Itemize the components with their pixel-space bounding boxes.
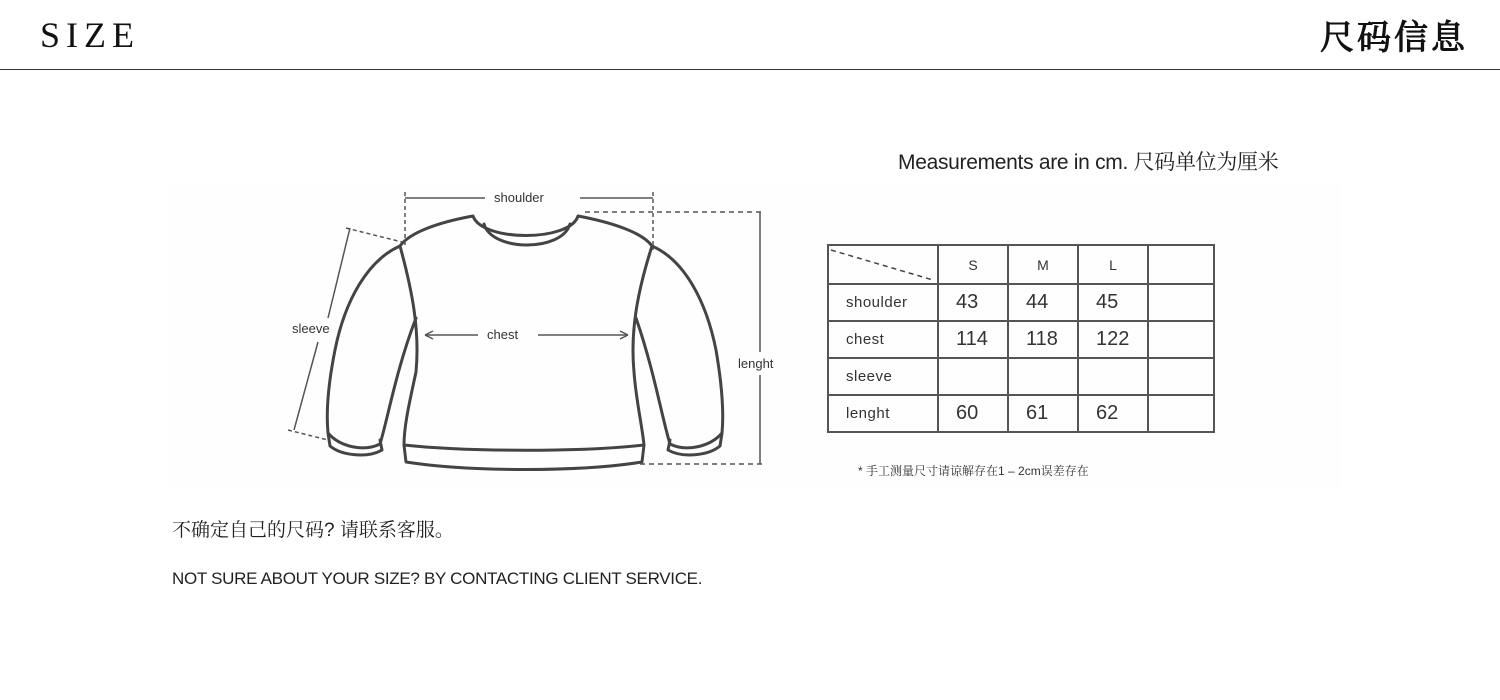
table-row [828,358,1214,395]
sleeve-label: sleeve [292,321,330,336]
left-cuff [328,433,382,455]
table-cell: 62 [1078,395,1148,432]
table-cell: 60 [938,395,1008,432]
page-title-en: SIZE [40,15,140,55]
table-cell [1078,358,1148,395]
help-text-en: NOT SURE ABOUT YOUR SIZE? BY CONTACTING CLIENT SERVICE. [172,569,703,588]
table-cell [1148,358,1214,395]
column-header-l: L [1078,245,1148,284]
sweatshirt-diagram [280,180,800,480]
row-label-sleeve: sleeve [828,358,938,395]
table-cell: 44 [1008,284,1078,321]
chest-label: chest [487,327,519,342]
table-cell: 122 [1078,321,1148,358]
table-cell: 61 [1008,395,1078,432]
page-title-cn: 尺码信息 [1320,18,1468,58]
shoulder-label: shoulder [494,190,544,205]
table-header-row [828,245,1214,284]
table-row [828,395,1214,432]
table-cell [938,358,1008,395]
sleeve-measure-line [328,228,350,318]
table-row [828,321,1214,358]
measurements-note: Measurements are in cm. 尺码单位为厘米 [898,151,1279,174]
right-sleeve [636,246,723,448]
column-header-empty [1148,245,1214,284]
table-corner-cell [828,245,938,284]
header-divider [0,69,1500,70]
table-cell [1148,395,1214,432]
sweatshirt-body-outline [400,216,652,470]
hem-band [404,445,644,450]
table-cell [1148,321,1214,358]
row-label-shoulder: shoulder [828,284,938,321]
table-row [828,284,1214,321]
left-sleeve [327,246,416,448]
row-label-length: lenght [828,395,938,432]
help-text-cn: 不确定自己的尺码? 请联系客服。 [172,520,454,541]
row-label-chest: chest [828,321,938,358]
length-label: lenght [738,356,774,371]
table-cell: 114 [938,321,1008,358]
table-cell: 118 [1008,321,1078,358]
table-cell: 43 [938,284,1008,321]
column-header-s: S [938,245,1008,284]
table-cell [1148,284,1214,321]
right-cuff [668,433,722,455]
table-cell [1008,358,1078,395]
column-header-m: M [1008,245,1078,284]
size-table [827,244,1215,433]
measurement-tolerance-note: * 手工测量尺寸请谅解存在1 – 2cm误差存在 [858,464,1089,478]
table-cell: 45 [1078,284,1148,321]
